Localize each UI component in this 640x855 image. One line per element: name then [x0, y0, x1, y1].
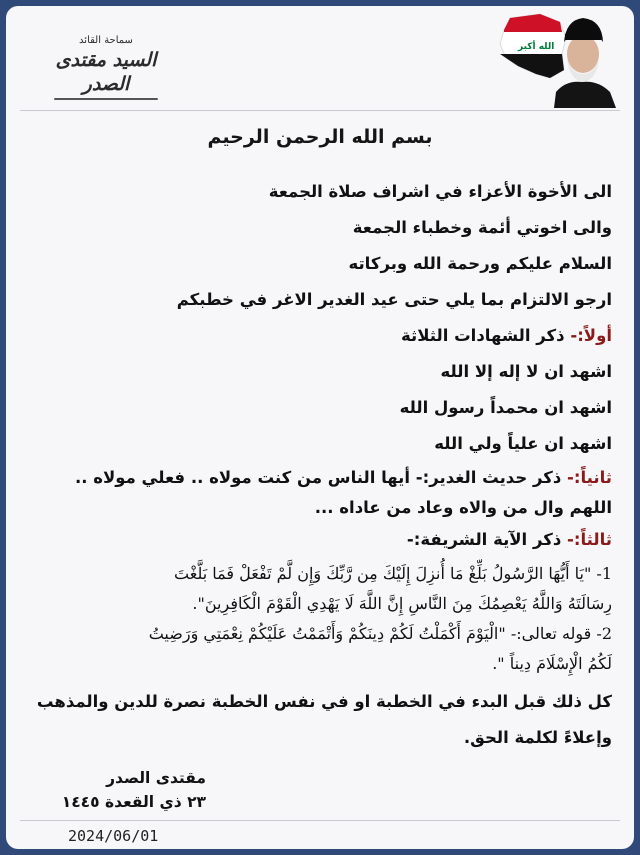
portrait-with-flag-map	[470, 8, 620, 108]
calligraphy-title	[36, 34, 176, 94]
testimony-line: اشهد ان لا إله إلا الله	[440, 362, 612, 381]
verse-1-line: رِسَالَتَهُ وَاللَّهُ يَعْصِمُكَ مِنَ النَّاسِ إِنَّ اللَّهَ لَا يَهْدِي الْقَوْمَ الْكَافِرِينَ".	[192, 594, 612, 613]
title-underline	[54, 98, 158, 100]
section-second-marker: ثانياً:-	[567, 468, 612, 487]
section-third-text: ذكر الآية الشريفة:-	[406, 530, 568, 549]
section-first-marker: أولاً:-	[570, 326, 612, 345]
testimony-line: اشهد ان علياً ولي الله	[434, 434, 612, 453]
footer-divider	[20, 820, 620, 821]
testimony-line: اشهد ان محمداً رسول الله	[399, 398, 612, 417]
verse-2-line: 2- قوله تعالى:- "الْيَوْمَ أَكْمَلْتُ لَكُمْ دِينَكُمْ وَأَتْمَمْتُ عَلَيْكُمْ نِعْمَتِي وَرَضِيتُ	[148, 624, 612, 643]
footer-date: 2024/06/01	[68, 827, 159, 845]
closing-line: كل ذلك قبل البدء في الخطبة او في نفس الخطبة نصرة للدين والمذهب	[36, 692, 612, 711]
greeting-line: ارجو الالتزام بما يلي حتى عيد الغدير الاغر في خطبكم	[176, 290, 612, 309]
section-second-text: ذكر حديث الغدير:- أيها الناس من كنت مولاه .. فعلي مولاه ..	[74, 468, 568, 487]
verse-2-line: لَكُمُ الْإِسْلَامَ دِيناً ".	[492, 654, 612, 673]
greeting-line: الى الأخوة الأعزاء في اشراف صلاة الجمعة	[268, 182, 612, 201]
section-third-marker: ثالثاً:-	[567, 530, 612, 549]
header	[6, 6, 634, 110]
greeting-line: والى اخوتي أئمة وخطباء الجمعة	[352, 218, 612, 237]
greeting-line: السلام عليكم ورحمة الله وبركاته	[348, 254, 612, 273]
basmala-heading: بسم الله الرحمن الرحيم	[207, 126, 433, 148]
statement-body	[24, 176, 612, 758]
statement-card	[6, 6, 634, 849]
header-divider	[20, 110, 620, 111]
section-first-heading	[24, 320, 612, 356]
verse-1-line: 1- "يَا أَيُّهَا الرَّسُولُ بَلِّغْ مَا أُنزِلَ إِلَيْكَ مِن رَّبِّكَ وَإِن لَّمْ تَفْعَلْ فَمَا بَلَّغْتَ	[174, 564, 612, 583]
section-first-text: ذكر الشهادات الثلاثة	[401, 326, 571, 345]
signature-name: مقتدى الصدر	[106, 769, 206, 787]
section-second-continuation: اللهم وال من والاه وعاد من عاداه ...	[314, 498, 612, 517]
iraq-flag-map-icon	[500, 14, 566, 78]
flag-text: الله أكبر	[518, 42, 555, 52]
signature-block	[36, 766, 206, 814]
closing-line: وإعلاءً لكلمة الحق.	[463, 728, 612, 747]
signature-hijri-date: ٢٣ ذي القعدة ١٤٤٥	[61, 793, 206, 811]
section-second-heading	[24, 464, 612, 494]
title-small: سماحة القائد	[79, 35, 133, 46]
section-third-heading	[24, 524, 612, 560]
title-large: السيد مقتدى الصدر	[55, 49, 157, 95]
